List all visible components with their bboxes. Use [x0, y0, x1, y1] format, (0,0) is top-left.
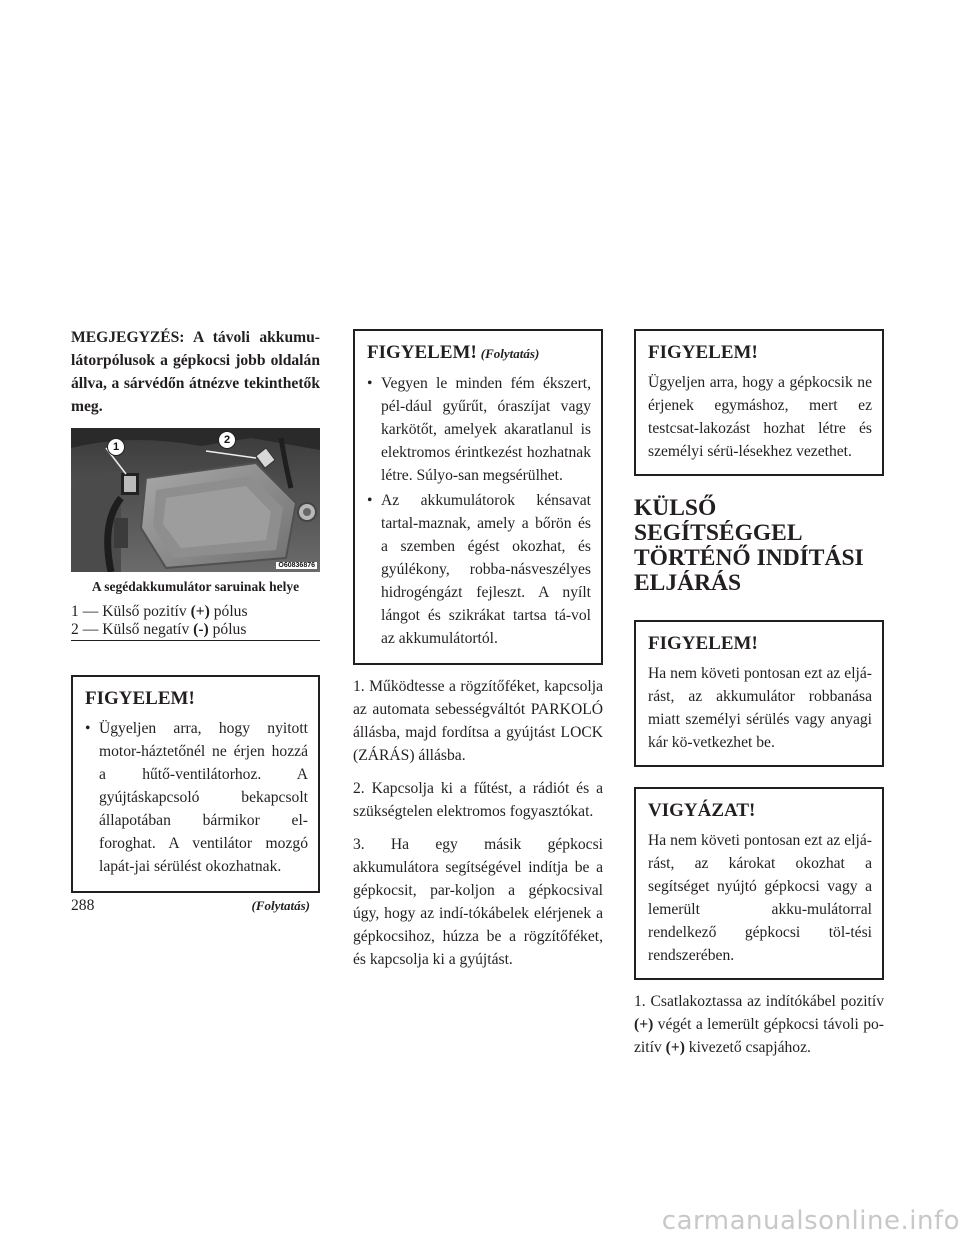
page-number: 288	[71, 897, 95, 914]
column-right	[634, 329, 884, 1059]
callout-1: 1	[107, 438, 125, 456]
step-1-connect: 1. Csatlakoztassa az indítókábel pozitív (+) végét a lemerült gépkocsi távoli po-zitív (+) kivezető csapjához.	[634, 993, 884, 1056]
step-1: 1. Működtesse a rögzítőféket, kapcsolja az automata sebességváltót PARKOLÓ állásba, majd fordítsa a gyújtást LOCK (ZÁRÁS) állásba.	[353, 678, 603, 764]
warning-box-fan	[71, 675, 320, 893]
warning-title: FIGYELEM! (Folytatás)	[367, 342, 540, 363]
legend-item-2: 2 — Külső negatív (-) pólus	[71, 621, 247, 638]
warning-title: FIGYELEM!	[648, 342, 758, 363]
image-legend	[71, 603, 320, 639]
image-caption: A segédakkumulátor saruinak helye	[91, 579, 300, 594]
warning-box-procedure	[634, 620, 884, 767]
step-3: 3. Ha egy másik gépkocsi akkumulátora segítségével indítja be a gépkocsit, par-koljon a gépkocsival úgy, hogy az indí-tókábelek elérjenek a gépkocsihoz, húzza be a rögzítőféket, és kapcsolja ki a gyújtást.	[353, 836, 603, 968]
warning-bullet: • Az akkumulátorok kénsavat tartal-maznak, amely a bőrön és a szemben égést okozhat, és gyúlékony, robba-násveszélyes hidrogéngázt fejleszt. A nyílt lángot és szikrákat tartsa tá-vol az akkumulátortól.	[367, 492, 591, 647]
column-middle	[353, 329, 603, 971]
caution-text: Ha nem követi pontosan ezt az eljá-rást, az károkat okozhat a segítséget nyújtó gépkocsi vagy a lemerült akku-mulátorral rendelkező gépkocsi töl-tési rendszerében.	[648, 832, 872, 964]
continued-label: (Folytatás)	[251, 898, 310, 913]
warning-bullets	[367, 372, 591, 650]
section-heading: KÜLSŐ SEGÍTSÉGGEL TÖRTÉNŐ INDÍTÁSI ELJÁRÁS	[634, 495, 864, 596]
warning-text: Ha nem követi pontosan ezt az eljá-rást, az akkumulátor robbanása miatt személyi sérülés vagy anyagi kár kö-vetkezhet be.	[648, 665, 872, 751]
callout-2: 2	[218, 431, 236, 449]
warning-box-contact	[634, 329, 884, 476]
step-2: 2. Kapcsolja ki a fűtést, a rádiót és a szükségtelen elektromos fogyasztókat.	[353, 780, 603, 820]
legend-item-1: 1 — Külső pozitív (+) pólus	[71, 603, 248, 620]
watermark: carmanualsonline.info	[661, 1206, 960, 1236]
caution-title: VIGYÁZAT!	[648, 800, 756, 821]
warning-box-continued	[353, 329, 603, 665]
image-code: O60836876	[278, 562, 315, 569]
column-left	[71, 326, 320, 914]
warning-title: FIGYELEM!	[648, 633, 758, 654]
caution-box	[634, 787, 884, 980]
warning-text: Ügyeljen arra, hogy a gépkocsik ne érjenek egymáshoz, mert ez testcsat-lakozást hozhat létre és személyi sérü-lésekhez vezethet.	[648, 374, 872, 460]
warning-bullet: • Vegyen le minden fém ékszert, pél-dául gyűrűt, óraszíjat vagy karkötőt, amelyek akaratlanul is elektromos érintkezést hozhatnak létre. Súlyo-san megsérülhet.	[367, 375, 591, 484]
battery-terminals-photo	[71, 428, 320, 572]
note-paragraph: MEGJEGYZÉS: A távoli akkumu-látorpólusok a gépkocsi jobb oldalán állva, a sárvédőn átnézve tekinthetők meg.	[71, 329, 320, 415]
warning-bullet: • Ügyeljen arra, hogy nyitott motor-háztetőnél ne érjen hozzá a hűtő-ventilátorhoz. A gyújtáskapcsoló bekapcsolt állapotában bármikor el-foroghat. A ventilátor mozgó lapát-jai sérülést okozhatnak.	[85, 720, 308, 875]
warning-bullets	[85, 717, 308, 878]
warning-title: FIGYELEM!	[85, 688, 195, 709]
legend-divider	[71, 640, 320, 641]
